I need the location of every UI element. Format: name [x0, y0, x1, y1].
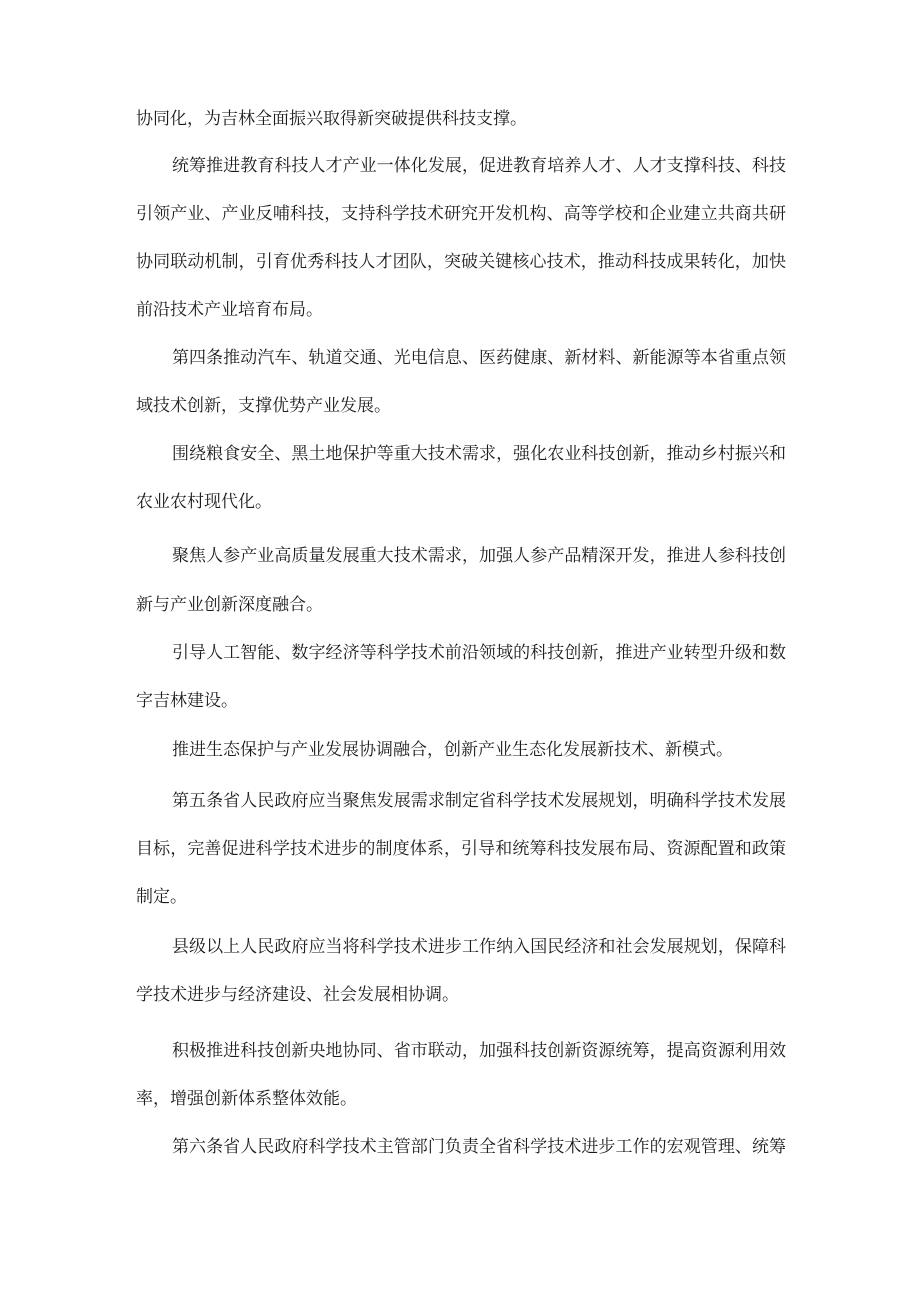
text-line: 目标，完善促进科学技术进步的制度体系，引导和统筹科技发展布局、资源配置和政策	[136, 839, 786, 859]
text-line: 统筹推进教育科技人才产业一体化发展，促进教育培养人才、人才支撑科技、科技	[172, 156, 786, 176]
text-line: 引领产业、产业反哺科技，支持科学技术研究开发机构、高等学校和企业建立共商共研	[136, 204, 786, 224]
text-line: 聚焦人参产业高质量发展重大技术需求，加强人参产品精深开发，推进人参科技创	[172, 546, 786, 566]
text-line: 引导人工智能、数字经济等科学技术前沿领域的科技创新，推进产业转型升级和数	[172, 643, 786, 663]
text-line: 第六条省人民政府科学技术主管部门负责全省科学技术进步工作的宏观管理、统筹	[172, 1137, 786, 1157]
text-line: 积极推进科技创新央地协同、省市联动，加强科技创新资源统筹，提高资源利用效	[172, 1041, 786, 1061]
text-line: 新与产业创新深度融合。	[136, 595, 323, 615]
text-line: 率，增强创新体系整体效能。	[136, 1089, 357, 1109]
text-line: 推进生态保护与产业发展协调融合，创新产业生态化发展新技术、新模式。	[172, 740, 733, 760]
text-line: 制定。	[136, 887, 187, 907]
text-line: 第四条推动汽车、轨道交通、光电信息、医药健康、新材料、新能源等本省重点领	[172, 348, 786, 368]
text-line: 农业农村现代化。	[136, 492, 272, 512]
text-line: 围绕粮食安全、黑土地保护等重大技术需求，强化农业科技创新，推动乡村振兴和	[172, 444, 786, 464]
text-line: 字吉林建设。	[136, 691, 238, 711]
text-line: 域技术创新，支撑优势产业发展。	[136, 396, 391, 416]
text-line: 前沿技术产业培育布局。	[136, 300, 323, 320]
text-line: 学技术进步与经济建设、社会发展相协调。	[136, 985, 459, 1005]
text-line: 第五条省人民政府应当聚焦发展需求制定省科学技术发展规划，明确科学技术发展	[172, 791, 786, 811]
text-line: 协同化，为吉林全面振兴取得新突破提供科技支撑。	[136, 109, 527, 129]
text-line: 协同联动机制，引育优秀科技人才团队，突破关键核心技术，推动科技成果转化，加快	[136, 252, 786, 272]
text-line: 县级以上人民政府应当将科学技术进步工作纳入国民经济和社会发展规划，保障科	[172, 937, 786, 957]
